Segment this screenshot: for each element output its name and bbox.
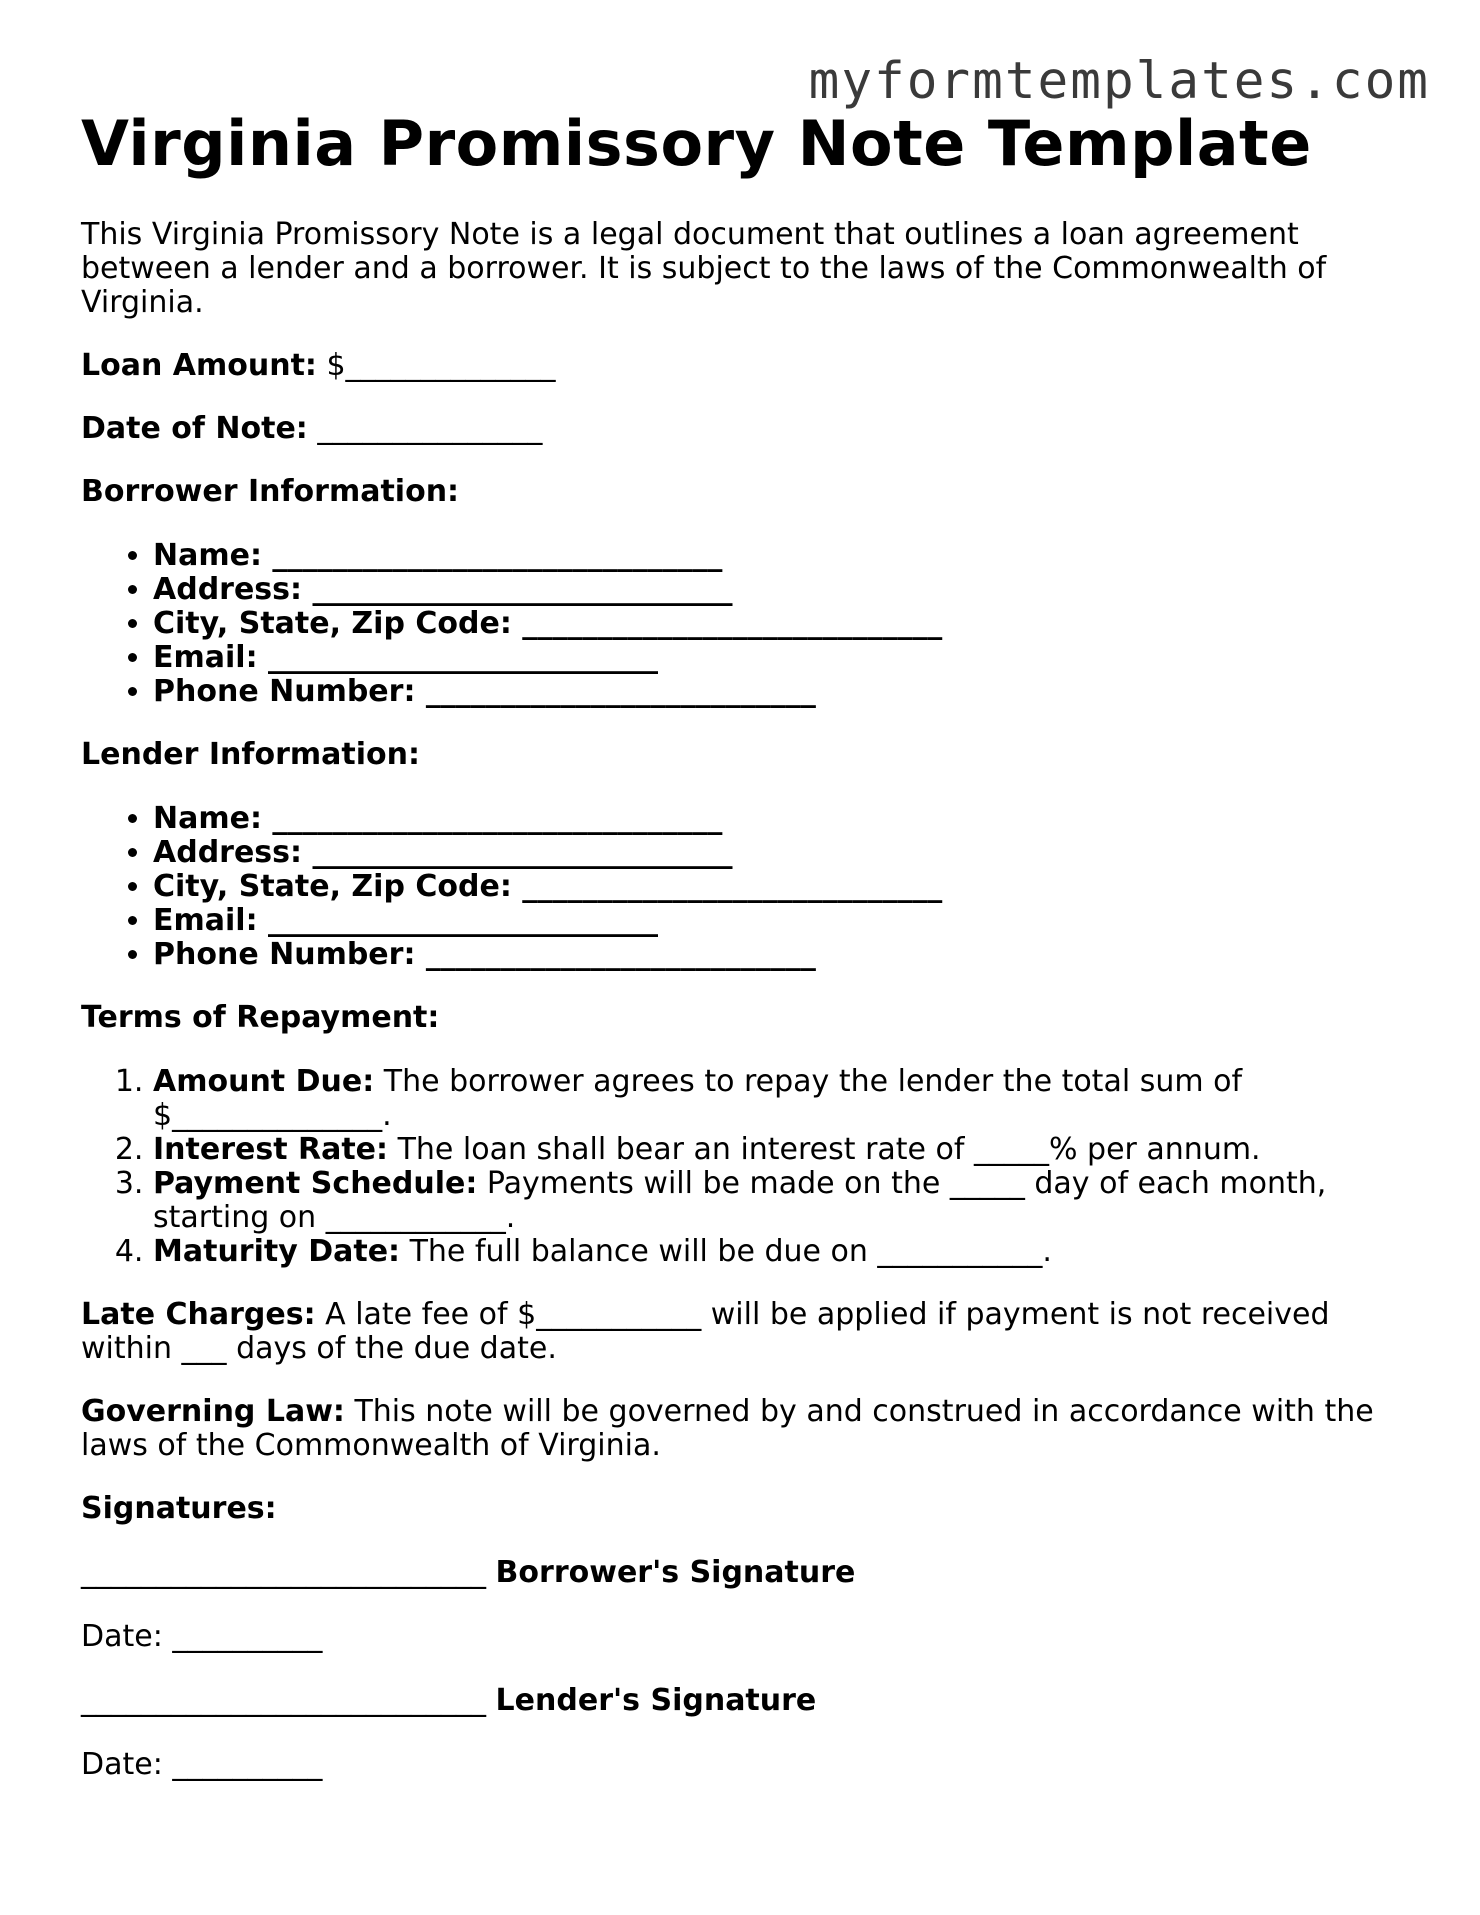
term-text: The borrower agrees to repay the lender the total sum of $______________. (153, 1064, 1243, 1133)
term-maturity-date (153, 1235, 1411, 1269)
term-text: Payments will be made on the _____ day of each month, starting on ____________. (153, 1166, 1327, 1235)
terms-heading-text: Terms of Repayment: (81, 1000, 440, 1035)
term-label: Maturity Date: (153, 1234, 401, 1269)
borrower-heading-text: Borrower Information: (81, 474, 460, 509)
borrower-phone-item: • Phone Number: __________________________ (153, 675, 1411, 709)
lender-list (81, 802, 1411, 972)
watermark: myformtemplates.com (808, 52, 1430, 111)
loan-amount-blank: $______________ (316, 348, 556, 383)
borrower-heading (81, 475, 1411, 509)
late-charges-label: Late Charges: (81, 1297, 316, 1332)
borrower-signature-line (81, 1556, 1411, 1590)
late-charges-text: A late fee of $___________ will be applied if payment is not received within ___ days of the due date. (81, 1297, 1330, 1366)
lender-signature-blank: ___________________________ (81, 1683, 496, 1718)
borrower-name-item: • Name: ______________________________ (153, 539, 1411, 573)
lender-email-item: • Email: __________________________ (153, 904, 1411, 938)
term-amount-due (153, 1065, 1411, 1133)
lender-signature-line (81, 1684, 1411, 1718)
lender-phone-item: • Phone Number: __________________________ (153, 938, 1411, 972)
loan-amount-field (81, 349, 1411, 383)
page-title: Virginia Promissory Note Template (81, 107, 1312, 180)
document-body (81, 108, 1411, 1782)
lender-name-item: • Name: ______________________________ (153, 802, 1411, 836)
term-interest-rate (153, 1133, 1411, 1167)
term-label: Payment Schedule: (153, 1166, 478, 1201)
signatures-heading (81, 1492, 1411, 1526)
lender-city-item: • City, State, Zip Code: ____________________________ (153, 870, 1411, 904)
borrower-list (81, 539, 1411, 709)
lender-heading (81, 738, 1411, 772)
term-text: The full balance will be due on ___________. (400, 1234, 1052, 1269)
lender-heading-text: Lender Information: (81, 737, 420, 772)
date-of-note-blank: _______________ (307, 411, 543, 446)
borrower-signature-label: Borrower's Signature (495, 1555, 856, 1590)
date-of-note-field (81, 412, 1411, 446)
signatures-heading-text: Signatures: (81, 1491, 277, 1526)
date-of-note-label: Date of Note: (81, 411, 308, 446)
borrower-city-item: • City, State, Zip Code: ____________________________ (153, 607, 1411, 641)
term-text: The loan shall bear an interest rate of _____% per annum. (388, 1132, 1261, 1167)
lender-address-item: • Address: ____________________________ (153, 836, 1411, 870)
borrower-address-item: • Address: ____________________________ (153, 573, 1411, 607)
terms-list (81, 1065, 1411, 1269)
governing-law-text: This note will be governed by and construed in accordance with the laws of the Commonwealth of Virginia. (81, 1394, 1374, 1463)
governing-law-paragraph (81, 1395, 1411, 1463)
governing-law-label: Governing Law: (81, 1394, 345, 1429)
term-label: Amount Due: (153, 1064, 375, 1099)
loan-amount-label: Loan Amount: (81, 348, 317, 383)
term-label: Interest Rate: (153, 1132, 389, 1167)
term-payment-schedule (153, 1167, 1411, 1235)
borrower-email-item: • Email: __________________________ (153, 641, 1411, 675)
borrower-date-line: Date: __________ (81, 1619, 323, 1654)
borrower-signature-blank: ___________________________ (81, 1555, 496, 1590)
terms-heading (81, 1001, 1411, 1035)
lender-signature-label: Lender's Signature (495, 1683, 817, 1718)
intro-paragraph: This Virginia Promissory Note is a legal document that outlines a loan agreement between a lender and a borrower. It is subject to the laws of the Commonwealth of Virginia. (81, 217, 1327, 320)
late-charges-paragraph (81, 1298, 1411, 1366)
lender-date-line: Date: __________ (81, 1747, 323, 1782)
